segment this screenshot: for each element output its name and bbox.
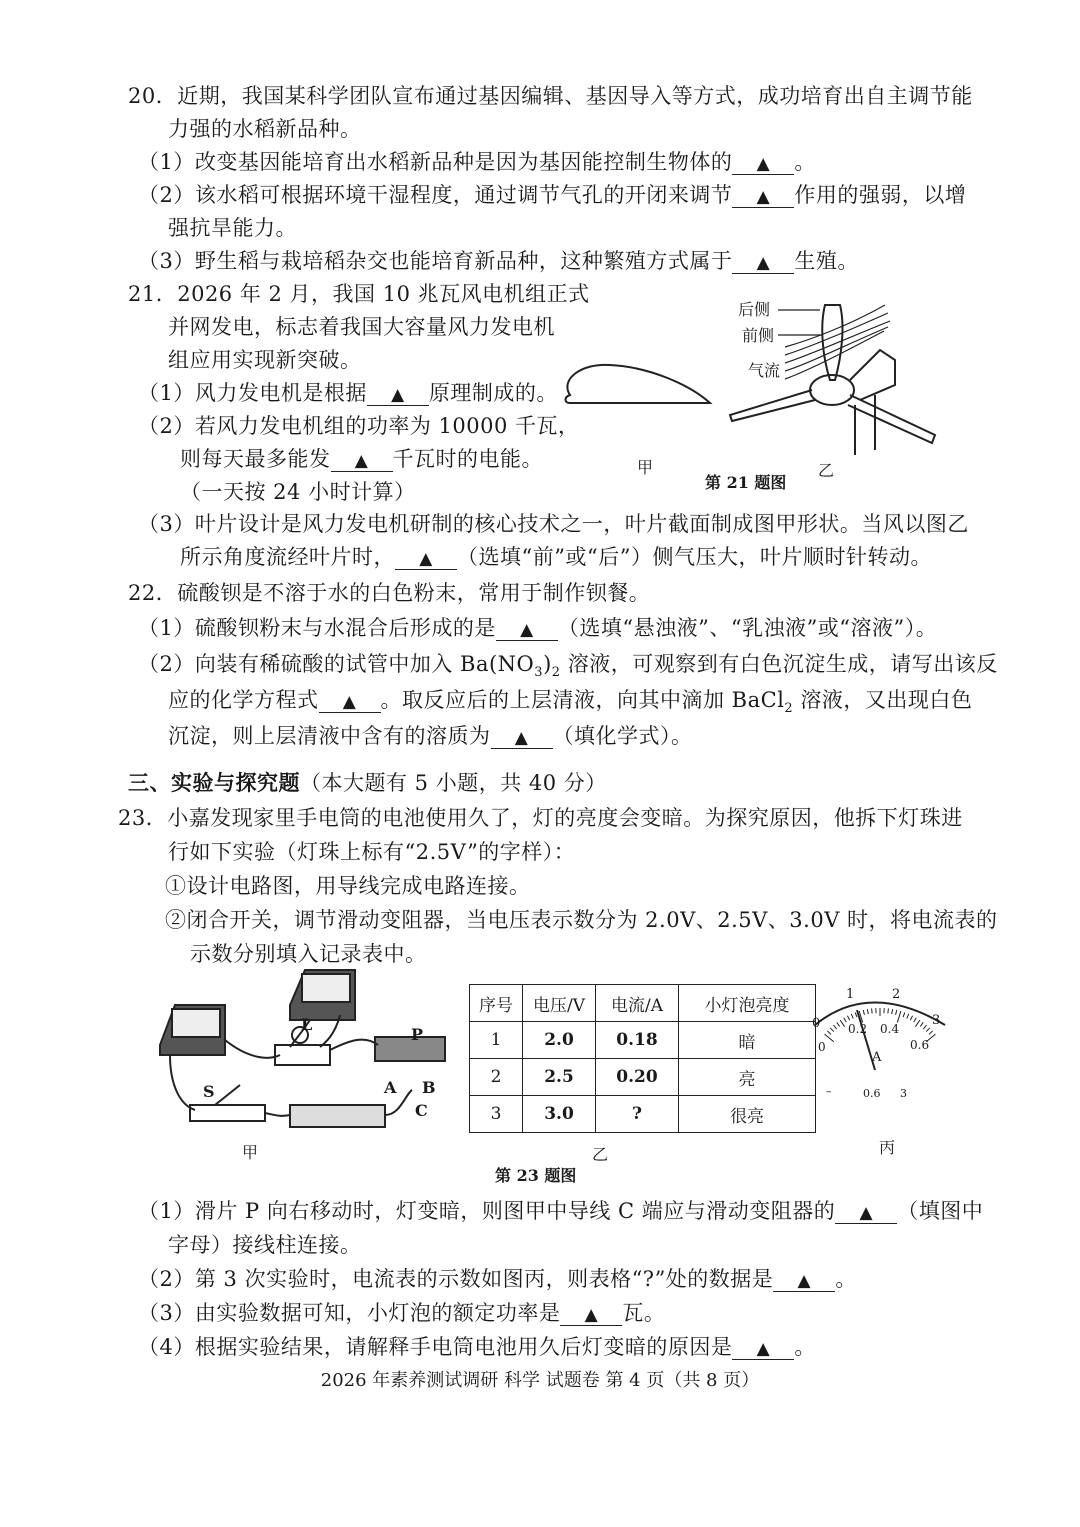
label-P: P [411,1025,424,1044]
dial-label-top: 2 [892,987,901,1002]
terminal-label: – [826,1085,832,1098]
dial-label-top: 1 [846,987,855,1002]
dial-tick [827,1031,831,1034]
fig23-sub-b: 乙 [592,1145,609,1164]
text-line [168,684,972,716]
fig21-label-back: 后侧 [738,300,771,319]
table-cell: 0.18 [596,1022,679,1059]
text-segment: 千瓦时的电能。 [392,447,543,471]
text-segment: （2）该水稻可根据环境干湿程度，通过调节气孔的开闭来调节 [138,183,733,207]
dial-tick [833,1025,836,1029]
text-segment: 23．小嘉发现家里手电筒的电池使用久了，灯的亮度会变暗。为探究原因，他拆下灯珠进 [118,806,963,830]
dial-tick [892,1009,893,1014]
answer-blank: ▲ [835,1203,897,1224]
text-segment: （填化学式）。 [552,724,693,748]
text-segment: 。取反应后的上层清液，向其中滴加 BaCl [380,688,785,712]
text-segment: 沉淀，则上层清液中含有的溶质为 [168,724,491,748]
text-line [165,870,531,900]
text-line [138,377,558,407]
dial-tick [915,1020,919,1027]
dial-tick [897,1011,900,1022]
fig23-caption: 第 23 题图 [495,1166,577,1185]
text-segment: （2）若风力发电机组的功率为 10000 千瓦， [138,414,580,438]
text-line [128,80,973,110]
text-segment: 三、实验与探究题 [128,770,300,795]
dial-tick [837,1022,840,1026]
text-segment: （选填“悬浊液”、“乳浊液”或“溶液”）。 [557,616,938,640]
text-segment: 瓦。 [622,1301,666,1325]
text-line [165,904,998,934]
airfoil-shape [566,365,711,403]
label-C: C [415,1101,428,1120]
answer-blank: ▲ [491,728,553,749]
text-segment: （本大题有 5 小题，共 40 分） [300,771,607,795]
fig21-sub-b: 乙 [818,461,835,480]
text-line [138,1297,665,1327]
dial-label-top: 0 [812,1016,821,1031]
terminal-label: 3 [900,1087,907,1100]
text-segment: （3）由实验数据可知，小灯泡的额定功率是 [138,1301,561,1325]
answer-blank: ▲ [732,154,794,175]
text-line [180,541,932,571]
header-cell: 小灯泡亮度 [679,985,816,1022]
text-line [138,648,998,680]
dial-tick [851,1014,853,1019]
dial-label-bottom: 0.4 [880,1022,900,1036]
answer-blank: ▲ [560,1305,622,1326]
subscript: 2 [784,701,794,717]
dial-tick [896,1010,897,1015]
table-row [470,1022,816,1059]
table-cell: 0.20 [596,1059,679,1096]
text-segment: 溶液，又出现白色 [793,688,973,712]
text-segment: 生殖。 [794,249,859,273]
label-A: A [384,1078,397,1097]
text-segment: （2）向装有稀硫酸的试管中加入 Ba(NO [138,652,535,676]
table-cell: ? [596,1096,679,1133]
answer-blank: ▲ [367,385,429,406]
table-cell: 2.5 [523,1059,596,1096]
text-line [168,836,575,866]
header-cell: 电压/V [523,985,596,1022]
text-segment: （1）风力发电机是根据 [138,381,367,405]
text-line [138,179,966,209]
text-segment: 溶液，可观察到有白色沉淀生成，请写出该反 [560,652,998,676]
text-segment: 应的化学方程式 [168,688,319,712]
text-line [180,476,416,506]
text-line [180,443,543,473]
table-cell: 1 [470,1022,523,1059]
dial-label-bottom: 0 [818,1040,826,1054]
fig21-sub-a: 甲 [637,458,654,477]
text-segment: ) [543,652,552,676]
text-segment: 强抗旱能力。 [168,216,297,240]
text-line [128,767,607,797]
text-segment: 则每天最多能发 [180,447,331,471]
dial-label-bottom: 0.6 [910,1038,930,1052]
text-line [138,245,859,275]
text-segment: 行如下实验（灯珠上标有“2.5V”的字样）： [168,840,576,864]
text-line [138,146,816,176]
text-segment: （2）第 3 次实验时，电流表的示数如图丙，则表格“?”处的数据是 [138,1267,774,1291]
label-L: L [301,1015,313,1034]
dial-tick [847,1016,849,1020]
dial-tick [855,1012,857,1017]
table-cell: 很亮 [679,1096,816,1133]
fig21-caption: 第 21 题图 [705,473,787,492]
label-S: S [203,1082,215,1101]
text-line [168,344,362,374]
text-segment: （3）叶片设计是风力发电机研制的核心技术之一，叶片截面制成图甲形状。当风以图乙 [138,512,969,536]
text-line [138,1331,816,1361]
text-segment: （1）改变基因能培育出水稻新品种是因为基因能控制生物体的 [138,150,733,174]
dial-tick [830,1028,833,1032]
text-line [168,311,555,341]
text-line [168,212,297,242]
text-segment: 22．硫酸钡是不溶于水的白色粉末，常用于制作钡餐。 [128,581,651,605]
answer-blank: ▲ [319,692,381,713]
fig23-sub-a: 甲 [242,1143,259,1162]
text-segment: 示数分别填入记录表中。 [190,942,427,966]
text-segment: 字母）接线柱连接。 [168,1233,362,1257]
text-line [168,1229,362,1259]
fig21-label-air: 气流 [748,361,781,380]
text-segment: （4）根据实验结果，请解释手电筒电池用久后灯变暗的原因是 [138,1335,733,1359]
dial-tick [926,1028,929,1032]
text-segment: 并网发电，标志着我国大容量风力发电机 [168,315,555,339]
answer-blank: ▲ [732,187,794,208]
text-segment: （3）野生稻与栽培稻杂交也能培育新品种，这种繁殖方式属于 [138,249,733,273]
text-line [138,1195,983,1225]
text-segment: 21．2026 年 2 月，我国 10 兆瓦风电机组正式 [128,282,590,306]
answer-blank: ▲ [773,1271,835,1292]
text-line [138,612,937,642]
dial-tick [920,1022,923,1026]
text-segment: （填图中 [897,1199,984,1223]
text-segment: 所示角度流经叶片时， [180,545,395,569]
text-line [118,802,963,832]
page-footer: 2026 年素养测试调研 科学 试题卷 第 4 页（共 8 页） [320,1370,760,1391]
dial-tick [888,1008,889,1013]
dial-tick [872,1008,873,1013]
dial-tick [867,1009,868,1014]
dial-tick [840,1020,844,1027]
text-segment: （1）硫酸钡粉末与水混合后形成的是 [138,616,496,640]
table-row [470,1059,816,1096]
dial-tick [923,1025,926,1029]
text-segment: 原理制成的。 [428,381,558,405]
text-segment: 。 [835,1267,857,1291]
dial-tick [863,1010,864,1015]
table-cell: 亮 [679,1059,816,1096]
dial-tick [907,1014,909,1019]
dial-unit: A [872,1050,882,1065]
fig23-sub-c: 丙 [879,1138,896,1157]
table-header [470,985,816,1022]
answer-blank: ▲ [732,1339,794,1360]
text-segment: （1）滑片 P 向右移动时，灯变暗，则图甲中导线 C 端应与滑动变阻器的 [138,1199,836,1223]
subscript: 3 [534,665,544,681]
header-cell: 电流/A [596,985,679,1022]
text-line [138,410,580,440]
answer-blank: ▲ [331,451,393,472]
table-cell: 暗 [679,1022,816,1059]
table-cell: 3 [470,1096,523,1133]
record-table [469,984,816,1133]
table-cell: 3.0 [523,1096,596,1133]
text-line [128,278,590,308]
header-cell: 序号 [470,985,523,1022]
table-cell: 2 [470,1059,523,1096]
subscript: 2 [551,665,561,681]
dial-tick [914,1018,917,1022]
text-line [168,113,362,143]
table-row [470,1096,816,1133]
text-segment: 作用的强弱，以增 [794,183,967,207]
terminal-label: 0.6 [863,1087,881,1100]
fig21-label-front: 前侧 [742,326,775,345]
text-segment: 。 [794,150,816,174]
text-segment: 力强的水稻新品种。 [168,117,362,141]
table-cell: 2.0 [523,1022,596,1059]
dial-label-bottom: 0.2 [848,1022,868,1036]
dial-tick [903,1012,905,1017]
answer-blank: ▲ [732,253,794,274]
text-line [138,508,969,538]
dial-tick [929,1031,933,1034]
text-segment: ①设计电路图，用导线完成电路连接。 [165,874,531,898]
text-line [138,1263,857,1293]
label-B: B [422,1078,436,1097]
text-segment: 。 [794,1335,816,1359]
text-segment: （选填“前”或“后”）侧气压大，叶片顺时针转动。 [457,545,932,569]
dial-tick [910,1016,912,1020]
text-segment: 组应用实现新突破。 [168,348,362,372]
text-line [128,577,650,607]
text-line [190,938,427,968]
text-line [168,720,693,750]
text-segment: ②闭合开关，调节滑动变阻器，当电压表示数分为 2.0V、2.5V、3.0V 时，将电流表的 [165,908,998,932]
dial-tick [844,1018,847,1022]
dial-label-top: 3 [932,1013,941,1028]
text-segment: （一天按 24 小时计算） [180,480,416,504]
dial-tick [825,1034,834,1042]
text-segment: 20．近期，我国某科学团队宣布通过基因编辑、基因导入等方式，成功培育出自主调节能 [128,84,973,108]
answer-blank: ▲ [395,549,457,570]
answer-blank: ▲ [496,620,558,641]
